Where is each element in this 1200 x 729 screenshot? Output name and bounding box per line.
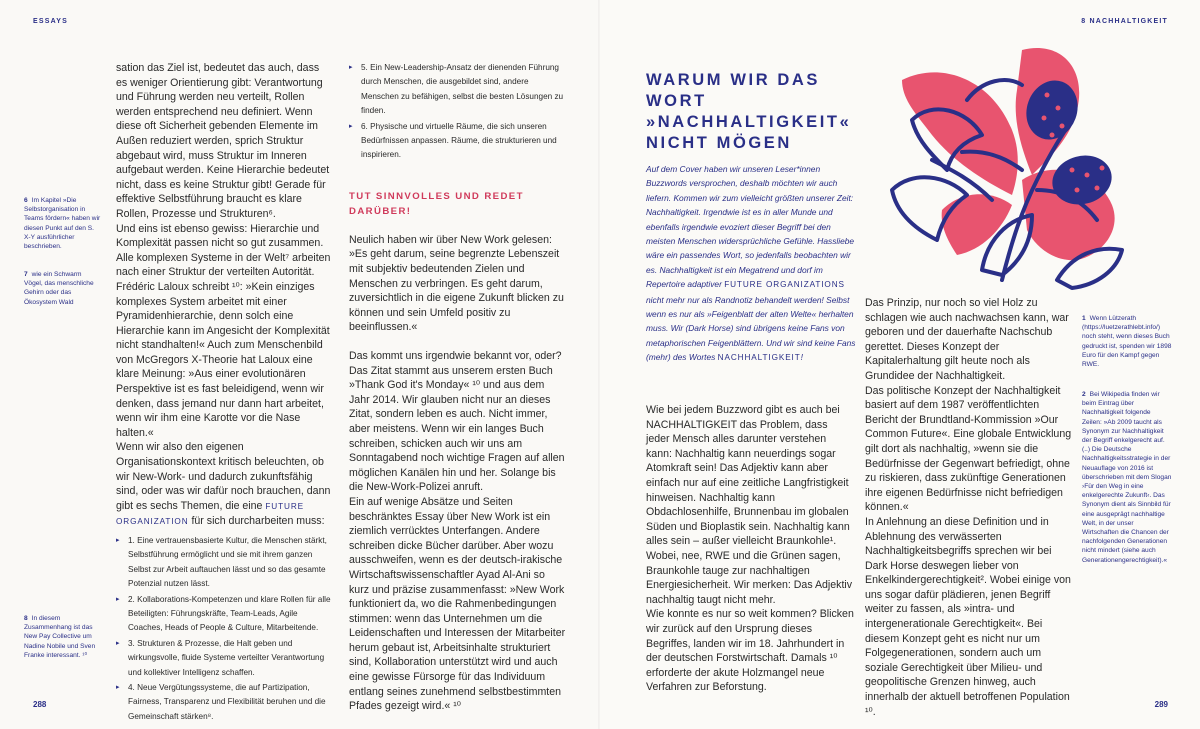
paragraph: Das Prinzip, nur noch so viel Holz zu schlagen wie auch nachwachsen kann, war geboren und der dauerhafte Nachschub gerettet. Dieses Konzept der Kapitalerhaltung gilt heute noch als Grundidee der Nachhaltigkeit. [865, 297, 1069, 382]
running-head-left: ESSAYS [33, 18, 68, 25]
paragraph: In Anlehnung an diese Definition und in Ablehnung des verwässerten Nachhaltigkeitsbegriffs sprechen wir bei Dark Horse deswegen lieber von Enkelkindergerechtigkeit². Wobei einige von uns sogar dafür plädieren, jenen Begriff weiter zu fassen, als »intra- und intergenerationale Gerechtigkeit«. Bei diesem Konzept geht es nicht nur um Folgegenerationen, sondern auch um soziale Gerechtigkeit über Milieu- und geopolitische Grenzen hinweg, auch innerhalb der aktuell betroffenen Population ¹⁰. [865, 515, 1071, 718]
list-item: ▸ 4. Neue Vergütungssysteme, die auf Partizipation, Fairness, Transparenz und Flexibilität beruhen und die Gemeinschaft stärken⁸. [116, 681, 331, 724]
page-number-right: 289 [1154, 700, 1168, 709]
intro-text: Auf dem Cover haben wir unseren Leser*innen Buzzwords versprochen, deshalb möchten wir auch liefern. Kommen wir zum vielleicht größten unserer Zeit: Nachhaltigkeit. Irgendwie ist es in aller Munde und ebenfalls irgendwie evoziert dieser Begriff bei den meisten Menschen widersprüchliche Gefühle. Hassliebe wäre ein passendes Wort, so jedenfalls beobachten wir es. Nachhaltigkeit ist ein Megatrend und dorf im Repertoire adaptiver [646, 164, 855, 290]
sidenote-number: 7 [24, 271, 28, 278]
list-item: ▸ 5. Ein New-Leadership-Ansatz der dienenden Führung durch Menschen, die ausgebildet sind, andere Menschen zu befähigen, selbst die besten Lösungen zu finden. [349, 61, 567, 119]
sidenote-1 [1082, 314, 1172, 369]
bullet-list [116, 534, 331, 724]
running-head-right: 8 NACHHALTIGKEIT [1081, 18, 1168, 25]
left-column-2 [349, 61, 567, 714]
page-number-left: 288 [33, 700, 47, 709]
intro-text: nicht mehr nur als Randnotiz behandelt werden! Selbst wenn es nur als »Feigenblatt der alten Welte« herhalten muss. Wir (Dark Horse) sind übrigens keine Fans von metaphorischen Feigenblättern. Und wir sind keine Fans (mehr) des Wortes [646, 294, 856, 363]
paragraph: Wie konnte es nur so weit kommen? Blicken wir zurück auf den Ursprung dieses Begriffes, landen wir im 18. Jahrhundert in der deutschen Forstwirtschaft. Damals ¹⁰ erforderte der akute Holzmangel neue Verfahren zur Beforstung. [646, 608, 854, 694]
sidenote-text: In diesem Zusammenhang ist das New Pay Collective um Nadine Nobile und Sven Franke interessant. ¹⁰ [24, 615, 96, 659]
paragraph: Ein auf wenige Absätze und Seiten beschränktes Essay über New Work ist ein ziemlich verrücktes Unterfangen. Andere schreiben dicke Bücher darüber. Aber wozu ausschweifen, wenn es der deutsch-irakische Wirtschaftswissenschaftler Ayad Al-Ani so kurz und präzise zusammenfasst: »New Work funktioniert da, wo die Rahmenbedingungen stimmen: wenn das Unternehmen um die Leidenschaften und Interessen der Mitarbeiter herum gebaut ist, Arbeitsinhalte strukturiert sind, Kollaboration unterstützt wird und auch eine gewisse Fürsorge für das Individuum entlang seines zunehmend selbstbestimmten Pfades gezeigt wird.« ¹⁰ [349, 495, 566, 713]
article-headline: WARUM WIR DAS WORT »NACHHALTIGKEIT« NICHT MÖGEN [646, 71, 852, 152]
paragraph-text: Wenn wir also den eigenen Organisationskontext kritisch beleuchten, ob wir New-Work- und dadurch zukunftsfähig sind, oder was wir dafür noch brauchen, dann gibt es sechs Themen, die eine [116, 441, 331, 512]
paragraph: Neulich haben wir über New Work gelesen: »Es geht darum, seine begrenzte Lebenszeit mit subjektiv bedeutenden Zielen und Menschen zu verbringen. Es geht darum, zuversichtlich in die eigene Zukunft blicken zu können und sein Umfeld positiv zu beeinflussen.« [349, 233, 564, 334]
sidenote-text: wie ein Schwarm Vögel, das menschliche Gehirn oder das Ökosystem Wald [24, 271, 94, 306]
paragraph-tail: für sich durcharbeiten muss: [191, 515, 325, 528]
sidenote-number: 2 [1082, 391, 1086, 398]
sidenote-2 [1082, 390, 1172, 565]
list-item: ▸ 6. Physische und virtuelle Räume, die sich unseren Bedürfnissen anpassen. Räume, die strukturieren und inspirieren. [349, 120, 567, 163]
article-intro: Auf dem Cover haben wir unseren Leser*innen Buzzwords versprochen, deshalb möchten wir auch liefern. Kommen wir zum vielleicht größten unserer Zeit: Nachhaltigkeit. Irgendwie ist es in aller Munde und ebenfalls irgendwie evoziert dieser Begriff bei den meisten Menschen widersprüchliche Gefühle. Hassliebe wäre ein passendes Wort, so jedenfalls beobachten wir es. Nachhaltigkeit ist ein Megatrend und dorf im Repertoire adaptiver FUTURE ORGANIZATIONS nicht mehr nur als Randnotiz behandelt werden! Selbst wenn es nur als »Feigenblatt der alten Welte« herhalten muss. Wir (Dark Horse) sind übrigens keine Fans von metaphorischen Feigenblättern. Und wir sind keine Fans (mehr) des Wortes NACHHALTIGKEIT! [646, 164, 856, 363]
sidenote-text: Bei Wikipedia finden wir beim Eintrag über Nachhaltigkeit folgende Zeilen: »Ab 2009 taucht als Synonym zur Nachhaltigkeit der Begriff enkelgerecht auf. (..) Die Deutsche Nachhaltigkeitsstrategie in der Neuauflage von 2016 ist überschrieben mit dem Slogan ›Für den Weg in eine enkelgerechte Zukunft‹. Das Synonym dient als Sinnbild für eine ausgeprägt nachhaltige Welt, in der unser Wirtschaften die Chancen der nachfolgenden Generationen nicht mindert (siehe auch Generationengerechtigkeit).« [1082, 391, 1172, 564]
sidenote-number: 6 [24, 197, 28, 204]
paragraph: Wie bei jedem Buzzword gibt es auch bei NACHHALTIGKEIT das Problem, dass jeder Mensch alles darunter verstehen kann: Nachhaltig kann neuerdings sogar Atomkraft sein! Das Adjektiv kann aber einfach nur auf eine zeitliche Langfristigkeit hinweisen. Nachhaltig kann Obdachlosenhilfe, Brunnenbau im globalen Süden und Bioplastik sein. Nachhaltig kann alles sein – außer vielleicht Braunkohle¹. Wobei, nee, RWE und die Grünen sagen, Braunkohle tauge zur nachhaltigen Energiesicherheit. Wir merken: Das Adjektiv nachhaltig taugt nicht mehr. [646, 404, 853, 606]
sidenote-8 [24, 614, 102, 660]
paragraph: Das kommt uns irgendwie bekannt vor, oder? Das Zitat stammt aus unserem ersten Buch »Thank God it's Monday« ¹⁰ und aus dem Jahr 2014. Wir glauben nicht nur an dieses Zitat, sondern leben es auch. Nicht immer, aber meistens. Wenn wir ein langes Buch schreiben, schicken auch wir uns am Sonntagabend noch wichtige Fragen auf allen möglichen Kanälen hin und her. Solange bis die New-Work-Polizei anruft. [349, 350, 565, 494]
sidenote-number: 8 [24, 615, 28, 622]
right-column-2 [865, 296, 1075, 719]
term-future-organization: FUTURE ORGANIZATION [116, 501, 305, 527]
sidenote-6 [24, 196, 102, 251]
bullet-list [349, 61, 567, 163]
left-column-1 [116, 61, 331, 725]
paragraph [116, 440, 331, 530]
sidenote-text: Im Kapitel »Die Selbstorganisation in Teams fördern« haben wir diesen Punkt auf den S. X-Y ausführlicher beschrieben. [24, 197, 101, 251]
list-item: ▸ 1. Eine vertrauensbasierte Kultur, die Menschen stärkt, Selbstführung ermöglicht und sie mit ihrem ganzen Selbst zur Arbeit auftauchen lässt und so das gesamte Potenzial nutzen lässt. [116, 534, 331, 592]
term-nachhaltigkeit: NACHHALTIGKEIT [717, 353, 801, 363]
sidenote-text: Wenn Lützerath (https://luetzerathlebt.info/) noch steht, wenn dieses Buch gedruckt ist, spenden wir 1898 Euro für den Kampf gegen RWE. [1082, 315, 1172, 369]
section-subhead: TUT SINNVOLLES UND REDET DARÜBER! [349, 190, 524, 217]
term-future-organizations: FUTURE ORGANIZATIONS [724, 280, 845, 290]
paragraph: sation das Ziel ist, bedeutet das auch, dass es weniger Orientierung gibt: Verantwortung und Führung werden neu verteilt, Rollen werden entsprechend neu definiert. Wenn diese oft Sicherheit gebenden Elemente im Außen reduziert werden, sprich Struktur abgebaut wird, muss Struktur im Inneren aufgebaut werden. Keine Hierarchie bedeutet nicht, dass es keine Struktur gibt! Gerade für effektive Selbstführung braucht es klare Rollen, Prozesse und Strukturen⁶. [116, 62, 330, 220]
list-item: ▸ 2. Kollaborations-Kompetenzen und klare Rollen für alle Beteiligten: Führungskräfte, Team-Leads, Agile Coaches, Heads of People & Culture, Mitarbeitende. [116, 593, 331, 636]
right-page [600, 0, 1200, 729]
sidenote-number: 1 [1082, 315, 1086, 322]
fig-leaves-illustration-icon [872, 40, 1132, 290]
paragraph: Und eins ist ebenso gewiss: Hierarchie und Komplexität passen nicht so gut zusammen. Alle komplexen Systeme in der Welt⁷ arbeiten nach einer Struktur der verteilten Autorität. Frédéric Laloux schreibt ¹⁰: »Kein einziges komplexes System arbeitet mit einer Pyramidenhierarchie, denn solch eine Hierarchie kann im Angesicht der Komplexität nicht standhalten!« Auch zum Menschenbild von McGregors X-Theorie hat Laloux eine klare Meinung: »Aus einer evolutionären Perspektive ist es fast beleidigend, wenn wir denken, dass jemand nur dann hart arbeitet, wenn wir ihm eine Karotte vor die Nase halten.« [116, 222, 331, 439]
right-column-1 [646, 403, 854, 695]
sidenote-7 [24, 270, 102, 307]
paragraph: Das politische Konzept der Nachhaltigkeit basiert auf dem 1987 veröffentlichten Bericht der Brundtland-Kommission »Our Common Future«. Eine globale Entwicklung gilt dort als nachhaltig, »wenn sie die Bedürfnisse der Gegenwart befriedigt, ohne zu riskieren, dass zukünftige Generationen ihre eigenen Bedürfnisse nicht befriedigen können.« [865, 384, 1072, 514]
list-item: ▸ 3. Strukturen & Prozesse, die Halt geben und wirkungsvolle, fluide Systeme verteilter Verantwortung und kollektiver Intelligenz schaffen. [116, 637, 331, 680]
